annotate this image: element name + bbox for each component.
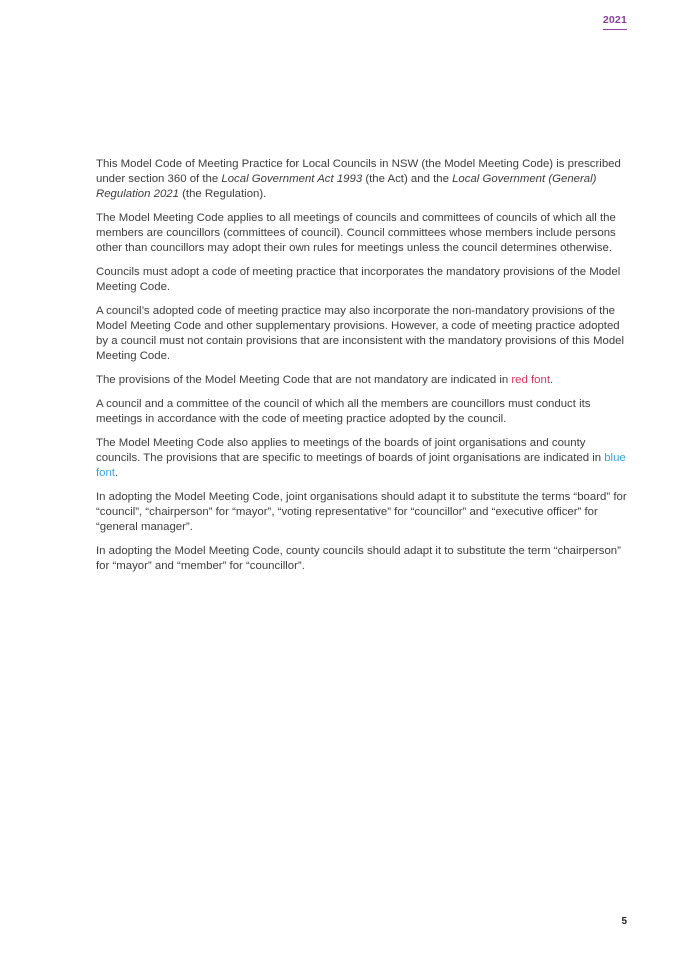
paragraph-application: The Model Meeting Code applies to all meetings of councils and committees of councils of which all the members are councillors (committees of council). Council committees whose members include persons other than councillors may adopt their own rules for meetings unless the council determines otherwise. — [96, 212, 616, 254]
red-font-label: red font — [511, 374, 551, 386]
blue-font-label: blue font — [96, 452, 626, 479]
paragraph-intro: This Model Code of Meeting Practice for Local Councils in NSW (the Model Meeting Code) is prescribed under section 360 of the Local Government Act 1993 (the Act) and the Local Government (General) Regulation 2021 (the Regulation). — [96, 158, 621, 200]
paragraph-non-mandatory: A council’s adopted code of meeting practice may also incorporate the non-mandatory provisions of the Model Meeting Code and other supplementary provisions. However, a code of meeting practice adopted by a council must not contain provisions that are inconsistent with the mandatory provisions of this Model Meeting Code. — [96, 305, 625, 362]
paragraph-joint-terms: In adopting the Model Meeting Code, joint organisations should adapt it to substitute the terms “board” for “council”, “chairperson” for “mayor”, “voting representative” for “councillor” and “executive officer” for “general manager”. — [96, 491, 627, 533]
page-number: 5 — [621, 916, 627, 927]
paragraph-red-font: The provisions of the Model Meeting Code that are not mandatory are indicated in red font. — [96, 374, 554, 386]
act-title: Local Government Act 1993 — [221, 173, 363, 185]
year-tag: 2021 — [603, 14, 627, 30]
regulation-title: Local Government (General) Regulation 2021 — [96, 173, 597, 200]
paragraph-conduct: A council and a committee of the council of which all the members are councillors must conduct its meetings in accordance with the code of meeting practice adopted by the council. — [96, 398, 591, 425]
paragraph-joint-organisations: The Model Meeting Code also applies to meetings of the boards of joint organisations and county councils. The provisions that are specific to meetings of boards of joint organisations are indicated in blue font. — [96, 437, 626, 479]
paragraph-mandatory: Councils must adopt a code of meeting practice that incorporates the mandatory provisions of the Model Meeting Code. — [96, 266, 621, 293]
body-content — [96, 157, 630, 583]
paragraph-county-terms: In adopting the Model Meeting Code, county councils should adapt it to substitute the term “chairperson” for “mayor” and “member” for “councillor”. — [96, 545, 621, 572]
